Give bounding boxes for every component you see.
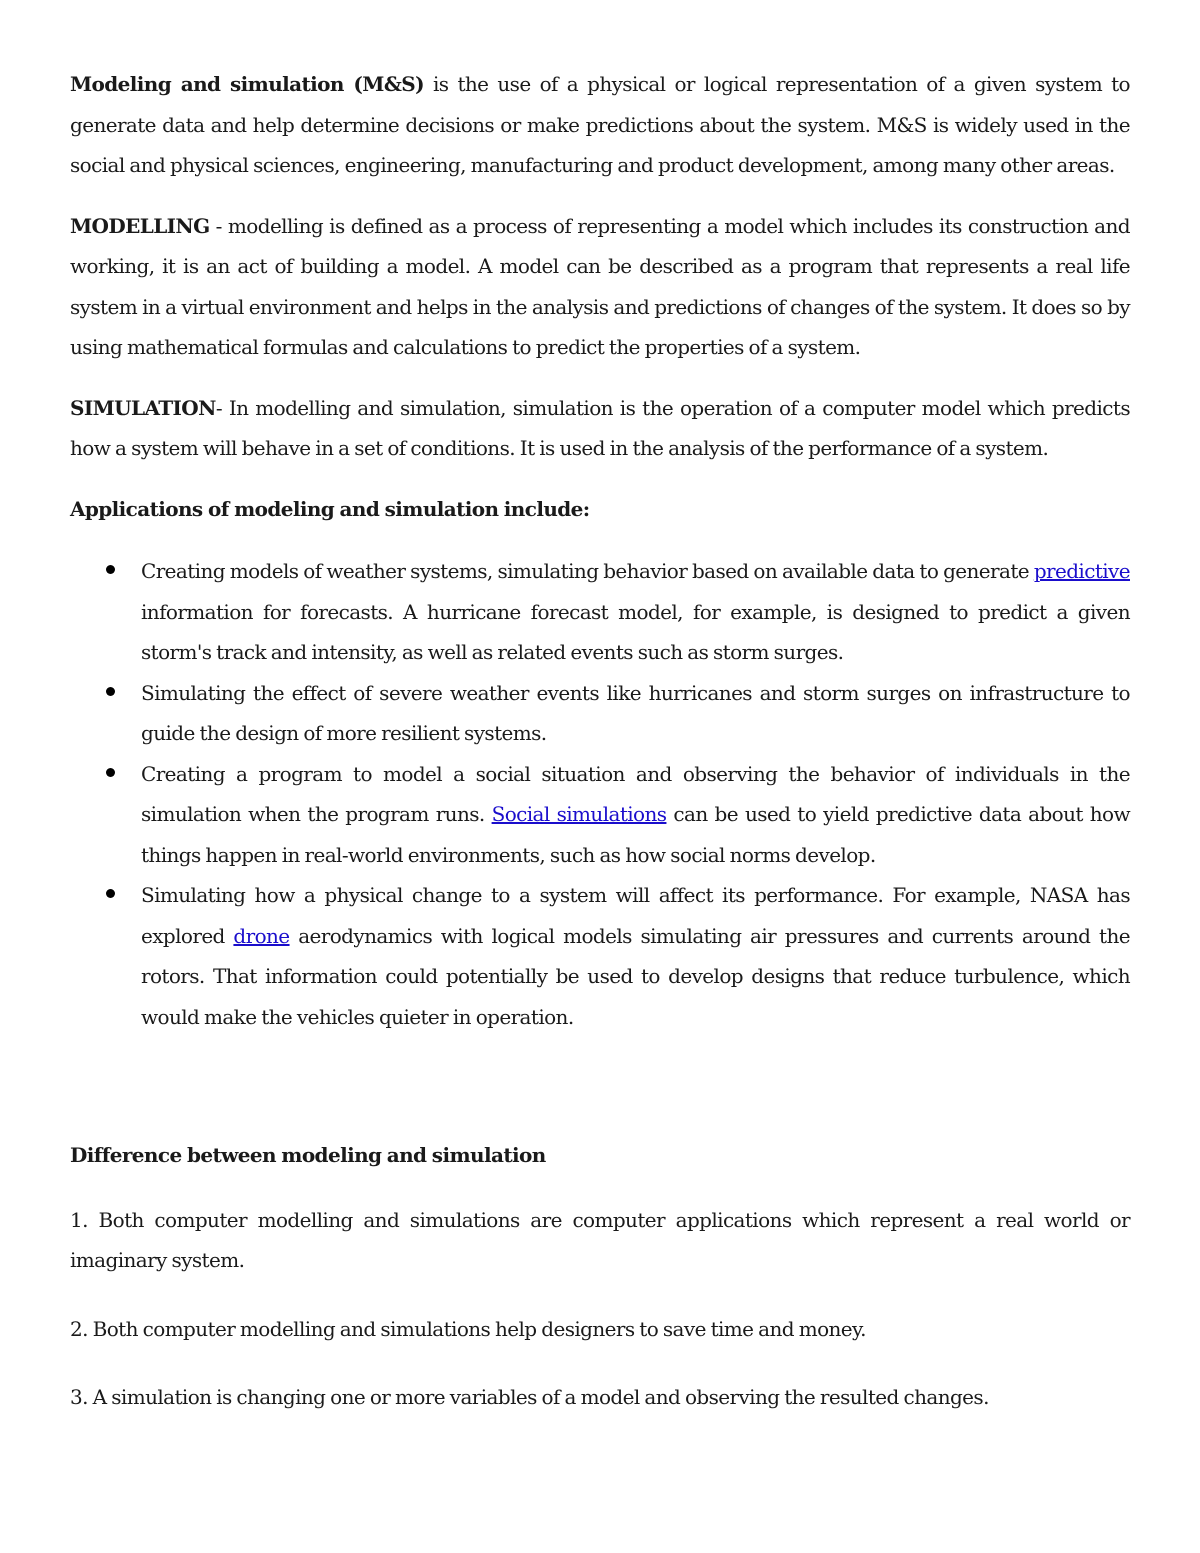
list-item-text: Creating models of weather systems, simulating behavior based on available data to generate	[141, 559, 1034, 583]
intro-text: is the use of a physical or logical representation of a given system to generate data and help determine decisions or make predictions about the system. M&S is widely used in the social and physical sciences, engineering, manufacturing and product development, among many other areas.	[70, 72, 1131, 177]
applications-list	[70, 551, 1130, 1037]
social-simulations-link[interactable]: Social simulations	[491, 802, 667, 826]
modelling-term: MODELLING	[70, 213, 210, 238]
bullet-icon	[106, 565, 115, 574]
list-item-text: Creating a program to model a social situation and observing the behavior of individuals in the simulation when the program runs.	[141, 761, 1130, 826]
list-item-text: Simulating the effect of severe weather events like hurricanes and storm surges on infrastructure to guide the design of more resilient systems.	[141, 680, 1130, 745]
list-item-text: aerodynamics with logical models simulating air pressures and currents around the rotors. That information could potentially be used to develop designs that reduce turbulence, which would make the vehicles quieter in operation.	[141, 923, 1130, 1029]
difference-point-1: 1. Both computer modelling and simulations are computer applications which represent a real world or imaginary system.	[70, 1207, 1130, 1272]
list-item-text: information for forecasts. A hurricane forecast model, for example, is designed to predict a given storm's track and intensity, as well as related events such as storm surges.	[141, 599, 1130, 664]
drone-link[interactable]: drone	[233, 923, 290, 948]
document-page	[70, 64, 1130, 1446]
intro-paragraph	[70, 64, 1130, 186]
list-item	[70, 551, 1130, 673]
list-item-text: can be used to yield predictive data about how things happen in real-world environments, such as how social norms develop.	[141, 802, 1130, 867]
bullet-icon	[106, 768, 115, 777]
difference-heading: Difference between modeling and simulation	[70, 1143, 546, 1167]
list-item	[70, 673, 1130, 754]
difference-point-3: 3. A simulation is changing one or more variables of a model and observing the resulted changes.	[70, 1385, 989, 1409]
intro-term: Modeling and simulation (M&S)	[70, 72, 424, 96]
simulation-term: SIMULATION	[70, 395, 216, 420]
bullet-icon	[106, 889, 115, 898]
list-item-text: Simulating how a physical change to a system will affect its performance. For example, NASA has explored	[141, 883, 1130, 948]
bullet-icon	[106, 687, 115, 696]
applications-heading: Applications of modeling and simulation include:	[70, 496, 590, 521]
simulation-text: - In modelling and simulation, simulation is the operation of a computer model which predicts how a system will behave in a set of conditions. It is used in the analysis of the performance of a system.	[70, 395, 1130, 460]
modelling-text: - modelling is defined as a process of representing a model which includes its construction and working, it is an act of building a model. A model can be described as a program that represents a real life system in a virtual environment and helps in the analysis and predictions of changes of the system. It does so by using mathematical formulas and calculations to predict the properties of a system.	[70, 213, 1130, 359]
modelling-paragraph	[70, 206, 1130, 368]
list-item	[70, 875, 1130, 1037]
difference-point-2: 2. Both computer modelling and simulations help designers to save time and money.	[70, 1316, 866, 1341]
list-item	[70, 754, 1130, 876]
predictive-link[interactable]: predictive	[1033, 559, 1130, 583]
simulation-paragraph	[70, 388, 1130, 469]
